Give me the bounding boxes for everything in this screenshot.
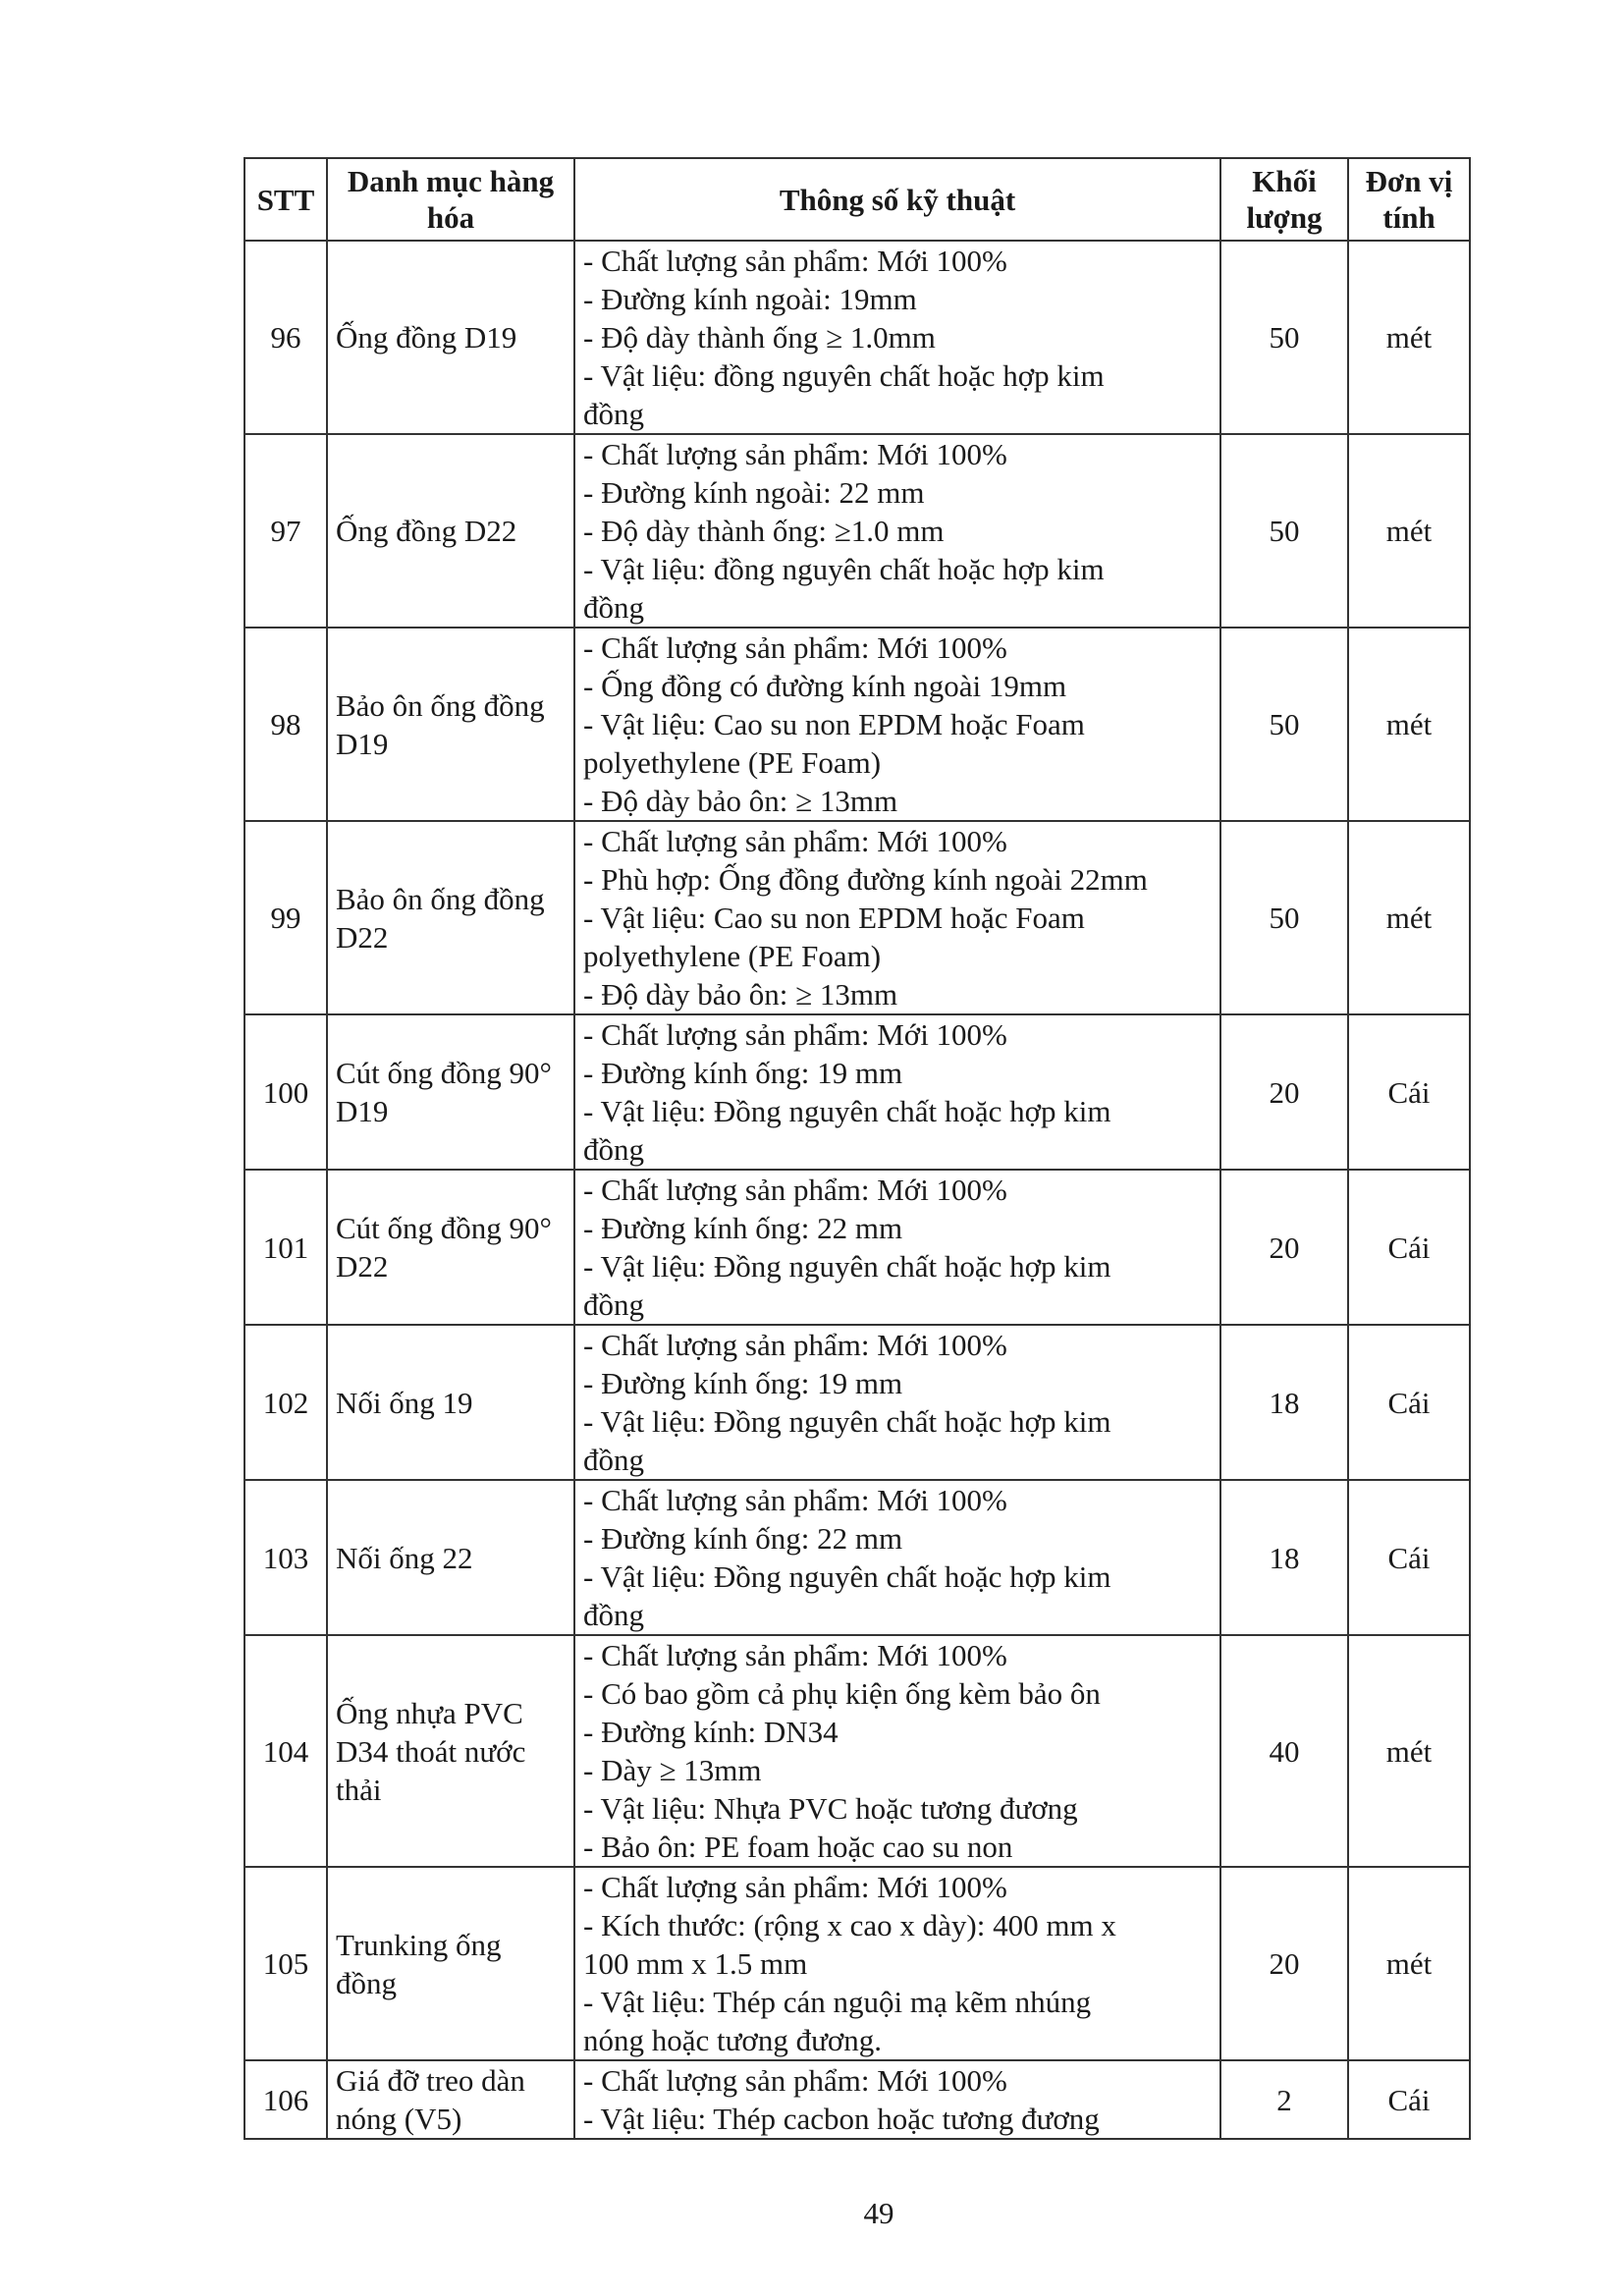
- spec-line: - Đường kính ống: 19 mm: [583, 1056, 903, 1090]
- header-unit: Đơn vị tính: [1348, 158, 1470, 241]
- row-unit: Cái: [1348, 2060, 1470, 2139]
- row-item-name: Giá đỡ treo dàn nóng (V5): [327, 2060, 574, 2139]
- row-quantity: 50: [1220, 821, 1348, 1014]
- row-spec: [574, 1867, 1220, 2060]
- row-quantity: 40: [1220, 1635, 1348, 1867]
- table-row: [244, 1170, 1470, 1325]
- spec-line: - Đường kính ngoài: 22 mm: [583, 475, 925, 510]
- header-item-name: Danh mục hàng hóa: [327, 158, 574, 241]
- row-quantity: 18: [1220, 1325, 1348, 1480]
- row-stt: 102: [244, 1325, 327, 1480]
- spec-line: - Chất lượng sản phẩm: Mới 100%: [583, 1017, 1007, 1052]
- spec-line: - Chất lượng sản phẩm: Mới 100%: [583, 244, 1007, 278]
- row-stt: 106: [244, 2060, 327, 2139]
- spec-line: - Độ dày bảo ôn: ≥ 13mm: [583, 977, 898, 1011]
- spec-line: đồng: [583, 397, 644, 431]
- row-unit: Cái: [1348, 1480, 1470, 1635]
- table-row: [244, 434, 1470, 628]
- spec-line: - Đường kính ống: 19 mm: [583, 1366, 903, 1400]
- spec-line: - Đường kính ống: 22 mm: [583, 1521, 903, 1556]
- row-unit: mét: [1348, 628, 1470, 821]
- spec-line: - Vật liệu: đồng nguyên chất hoặc hợp kim: [583, 552, 1105, 586]
- header-stt: STT: [244, 158, 327, 241]
- spec-line: - Chất lượng sản phẩm: Mới 100%: [583, 1173, 1007, 1207]
- row-quantity: 50: [1220, 241, 1348, 434]
- spec-line: - Độ dày thành ống ≥ 1.0mm: [583, 320, 936, 355]
- row-unit: Cái: [1348, 1170, 1470, 1325]
- row-spec: [574, 2060, 1220, 2139]
- table-row: [244, 1480, 1470, 1635]
- spec-line: - Đường kính ống: 22 mm: [583, 1211, 903, 1245]
- row-spec: [574, 1480, 1220, 1635]
- spec-line: nóng hoặc tương đương.: [583, 2023, 883, 2057]
- spec-line: đồng: [583, 1287, 644, 1322]
- spec-line: đồng: [583, 1132, 644, 1167]
- row-item-name: Nối ống 19: [327, 1325, 574, 1480]
- row-item-name: Cút ống đồng 90° D19: [327, 1014, 574, 1170]
- row-item-name: Trunking ống đồng: [327, 1867, 574, 2060]
- spec-line: - Vật liệu: Thép cacbon hoặc tương đương: [583, 2102, 1100, 2136]
- spec-line: - Kích thước: (rộng x cao x dày): 400 mm x: [583, 1908, 1116, 1942]
- table-row: [244, 1635, 1470, 1867]
- row-unit: mét: [1348, 1867, 1470, 2060]
- row-item-name: Ống đồng D19: [327, 241, 574, 434]
- table-row: [244, 1325, 1470, 1480]
- row-unit: mét: [1348, 1635, 1470, 1867]
- spec-line: - Vật liệu: Thép cán nguội mạ kẽm nhúng: [583, 1985, 1092, 2019]
- row-stt: 98: [244, 628, 327, 821]
- spec-line: - Chất lượng sản phẩm: Mới 100%: [583, 1483, 1007, 1517]
- spec-line: polyethylene (PE Foam): [583, 939, 882, 973]
- row-unit: Cái: [1348, 1014, 1470, 1170]
- spec-line: - Vật liệu: Đồng nguyên chất hoặc hợp kim: [583, 1094, 1111, 1128]
- spec-line: - Phù hợp: Ống đồng đường kính ngoài 22mm: [583, 862, 1148, 897]
- row-unit: mét: [1348, 821, 1470, 1014]
- row-stt: 97: [244, 434, 327, 628]
- row-item-name: Ống đồng D22: [327, 434, 574, 628]
- row-quantity: 18: [1220, 1480, 1348, 1635]
- spec-line: - Dày ≥ 13mm: [583, 1753, 762, 1787]
- spec-line: - Chất lượng sản phẩm: Mới 100%: [583, 1870, 1007, 1904]
- spec-line: - Đường kính ngoài: 19mm: [583, 282, 917, 316]
- row-item-name: Ống nhựa PVC D34 thoát nước thải: [327, 1635, 574, 1867]
- table-header-row: [244, 158, 1470, 241]
- spec-line: - Vật liệu: Nhựa PVC hoặc tương đương: [583, 1791, 1078, 1826]
- row-unit: mét: [1348, 434, 1470, 628]
- row-spec: [574, 434, 1220, 628]
- row-spec: [574, 628, 1220, 821]
- row-quantity: 50: [1220, 628, 1348, 821]
- spec-line: - Chất lượng sản phẩm: Mới 100%: [583, 630, 1007, 665]
- header-quantity: Khối lượng: [1220, 158, 1348, 241]
- row-quantity: 20: [1220, 1170, 1348, 1325]
- spec-line: - Vật liệu: Đồng nguyên chất hoặc hợp kim: [583, 1404, 1111, 1439]
- row-stt: 96: [244, 241, 327, 434]
- table-row: [244, 628, 1470, 821]
- row-unit: mét: [1348, 241, 1470, 434]
- row-item-name: Nối ống 22: [327, 1480, 574, 1635]
- row-stt: 101: [244, 1170, 327, 1325]
- spec-line: đồng: [583, 590, 644, 625]
- row-quantity: 2: [1220, 2060, 1348, 2139]
- row-stt: 103: [244, 1480, 327, 1635]
- spec-line: - Bảo ôn: PE foam hoặc cao su non: [583, 1830, 1013, 1864]
- row-spec: [574, 1635, 1220, 1867]
- row-stt: 105: [244, 1867, 327, 2060]
- row-spec: [574, 1014, 1220, 1170]
- row-quantity: 50: [1220, 434, 1348, 628]
- spec-line: - Vật liệu: Đồng nguyên chất hoặc hợp kim: [583, 1249, 1111, 1284]
- header-spec: Thông số kỹ thuật: [574, 158, 1220, 241]
- spec-line: - Độ dày bảo ôn: ≥ 13mm: [583, 784, 898, 818]
- row-stt: 104: [244, 1635, 327, 1867]
- row-spec: [574, 821, 1220, 1014]
- spec-line: đồng: [583, 1443, 644, 1477]
- row-spec: [574, 1170, 1220, 1325]
- row-quantity: 20: [1220, 1014, 1348, 1170]
- spec-line: - Độ dày thành ống: ≥1.0 mm: [583, 514, 945, 548]
- spec-line: - Chất lượng sản phẩm: Mới 100%: [583, 1638, 1007, 1672]
- spec-line: - Chất lượng sản phẩm: Mới 100%: [583, 437, 1007, 471]
- row-stt: 100: [244, 1014, 327, 1170]
- spec-line: đồng: [583, 1598, 644, 1632]
- spec-line: polyethylene (PE Foam): [583, 745, 882, 780]
- spec-line: - Có bao gồm cả phụ kiện ống kèm bảo ôn: [583, 1676, 1101, 1711]
- spec-line: - Đường kính: DN34: [583, 1715, 839, 1749]
- row-quantity: 20: [1220, 1867, 1348, 2060]
- spec-line: - Chất lượng sản phẩm: Mới 100%: [583, 824, 1007, 858]
- row-spec: [574, 1325, 1220, 1480]
- spec-line: - Chất lượng sản phẩm: Mới 100%: [583, 1328, 1007, 1362]
- row-item-name: Bảo ôn ống đồng D22: [327, 821, 574, 1014]
- spec-line: - Vật liệu: Cao su non EPDM hoặc Foam: [583, 901, 1085, 935]
- table-row: [244, 1014, 1470, 1170]
- row-item-name: Bảo ôn ống đồng D19: [327, 628, 574, 821]
- spec-line: - Vật liệu: đồng nguyên chất hoặc hợp kim: [583, 358, 1105, 393]
- spec-table: [244, 157, 1471, 2140]
- row-item-name: Cút ống đồng 90° D22: [327, 1170, 574, 1325]
- row-spec: [574, 241, 1220, 434]
- table-row: [244, 2060, 1470, 2139]
- page-number: 49: [863, 2196, 894, 2230]
- row-unit: Cái: [1348, 1325, 1470, 1480]
- row-stt: 99: [244, 821, 327, 1014]
- table-body: [244, 241, 1470, 2139]
- table-row: [244, 1867, 1470, 2060]
- spec-line: - Ống đồng có đường kính ngoài 19mm: [583, 669, 1067, 703]
- table-row: [244, 821, 1470, 1014]
- spec-line: - Vật liệu: Cao su non EPDM hoặc Foam: [583, 707, 1085, 741]
- spec-line: - Vật liệu: Đồng nguyên chất hoặc hợp kim: [583, 1559, 1111, 1594]
- spec-line: 100 mm x 1.5 mm: [583, 1946, 808, 1981]
- spec-line: - Chất lượng sản phẩm: Mới 100%: [583, 2063, 1007, 2098]
- table-row: [244, 241, 1470, 434]
